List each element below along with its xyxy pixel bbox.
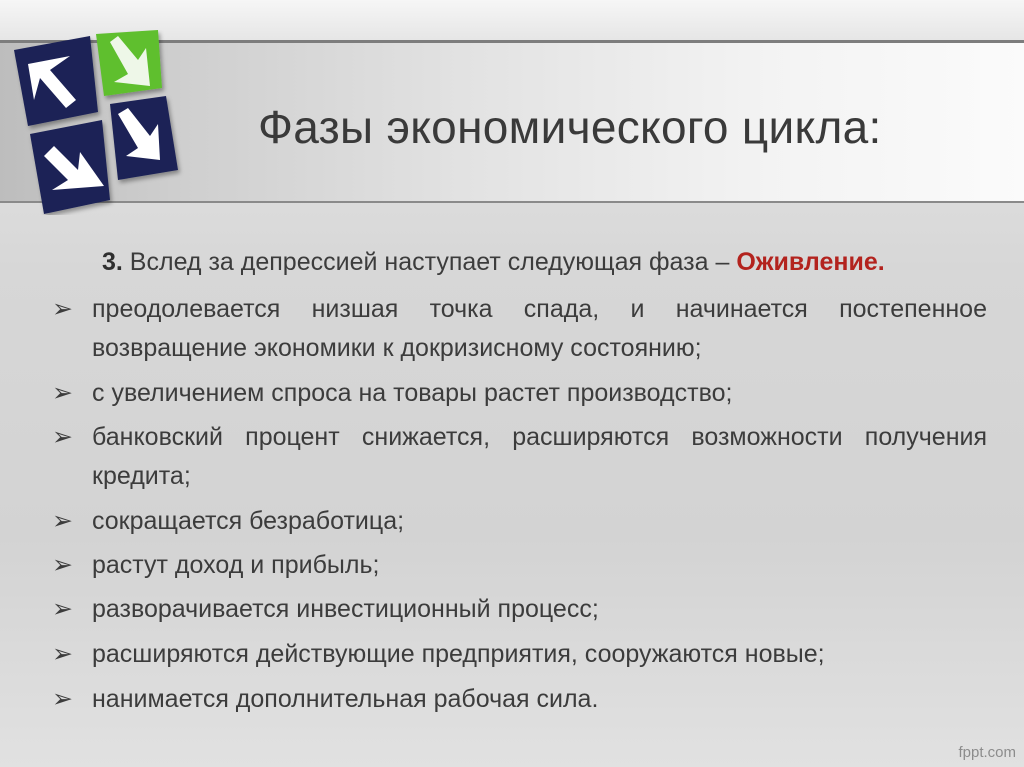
list-item-text: банковский процент снижается, расширяются возможности получения кредита; (92, 423, 987, 490)
list-item-text: растут доход и прибыль; (92, 551, 380, 579)
arrow-bullet-icon: ➢ (52, 379, 73, 407)
list-item (52, 418, 987, 496)
phase-name-highlight: Оживление. (736, 248, 885, 276)
watermark: fppt.com (958, 744, 1016, 761)
list-item (52, 546, 987, 585)
list-item (52, 290, 987, 368)
list-item-text: сокращается безработица; (92, 507, 405, 535)
arrow-bullet-icon: ➢ (52, 507, 73, 535)
arrow-bullet-icon: ➢ (52, 551, 73, 579)
arrow-bullet-icon: ➢ (52, 595, 73, 623)
list-item-text: нанимается дополнительная рабочая сила. (92, 685, 599, 713)
list-item (52, 374, 987, 413)
list-item-text: разворачивается инвестиционный процесс; (92, 595, 599, 623)
arrow-bullet-icon: ➢ (52, 295, 73, 323)
intro-text: Вслед за депрессией наступает следующая фаза – (122, 248, 737, 276)
slide-title: Фазы экономического цикла: (258, 101, 882, 153)
list-item (52, 502, 987, 541)
list-item-text: с увеличением спроса на товары растет производство; (92, 379, 733, 407)
arrow-bullet-icon: ➢ (52, 640, 73, 668)
arrow-bullet-icon: ➢ (52, 685, 73, 713)
arrow-bullet-icon: ➢ (52, 423, 73, 451)
intro-number: 3. (102, 248, 123, 276)
list-item (52, 635, 987, 674)
intro-line (102, 248, 885, 277)
list-item-text: расширяются действующие предприятия, сооружаются новые; (92, 640, 825, 668)
list-item-text: преодолевается низшая точка спада, и начинается постепенное возвращение экономики к докризисному состоянию; (92, 295, 987, 362)
list-item (52, 590, 987, 629)
list-item (52, 680, 987, 719)
